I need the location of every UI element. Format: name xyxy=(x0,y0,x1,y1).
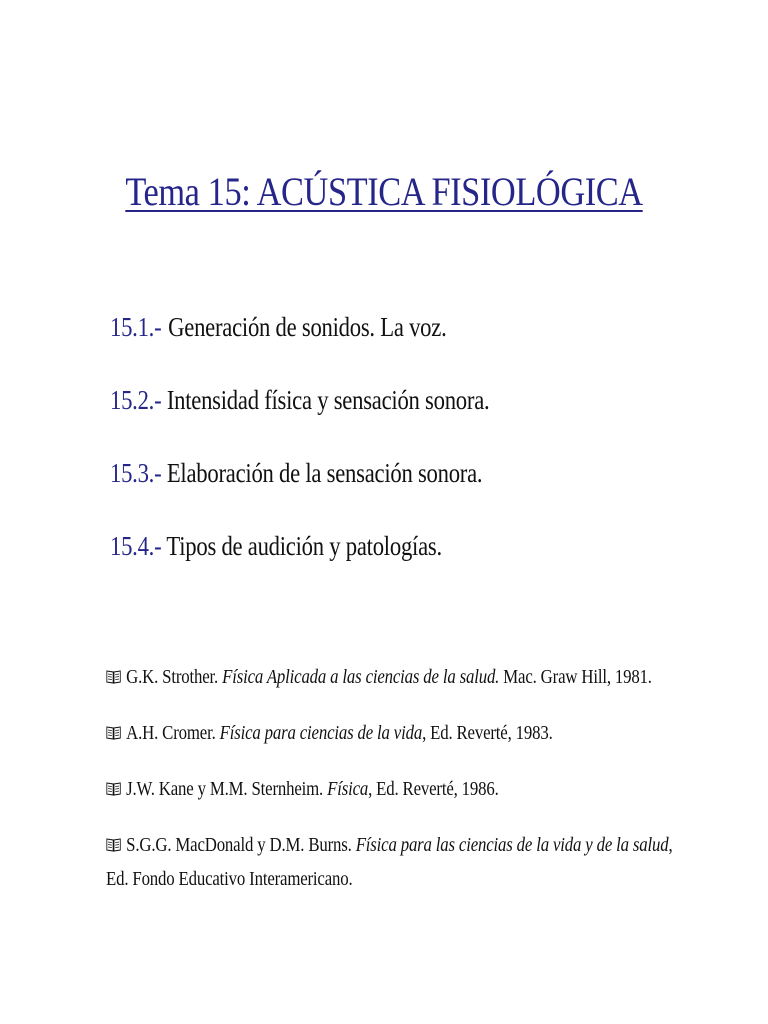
reference-publisher: , Ed. Fondo Educativo Interamericano. xyxy=(106,834,673,890)
section-number: 15.2.- xyxy=(110,385,162,415)
reference-authors: G.K. Strother. xyxy=(126,666,219,688)
section-number: 15.1.- xyxy=(110,312,162,342)
reference-authors: J.W. Kane y M.M. Sternheim. xyxy=(126,778,324,800)
section-list xyxy=(110,312,710,604)
reference-publisher: , Ed. Reverté, 1983. xyxy=(422,722,553,744)
bibliography-list xyxy=(106,660,726,918)
book-icon xyxy=(106,781,121,796)
bibliography-item xyxy=(106,772,677,806)
reference-title: Física Aplicada a las ciencias de la salud. xyxy=(222,666,500,688)
section-text: Generación de sonidos. La voz. xyxy=(168,312,447,342)
book-icon xyxy=(106,669,121,684)
section-item xyxy=(110,312,614,385)
section-text: Tipos de audición y patologías. xyxy=(166,531,442,561)
section-text: Elaboración de la sensación sonora. xyxy=(166,458,483,488)
reference-authors: S.G.G. MacDonald y D.M. Burns. xyxy=(126,834,352,856)
reference-publisher: Mac. Graw Hill, 1981. xyxy=(503,666,652,688)
section-item xyxy=(110,385,614,458)
section-item xyxy=(110,458,614,531)
bibliography-item xyxy=(106,716,677,750)
section-number: 15.4.- xyxy=(110,531,162,561)
reference-publisher: , Ed. Reverté, 1986. xyxy=(368,778,499,800)
section-text: Intensidad física y sensación sonora. xyxy=(166,385,490,415)
reference-authors: A.H. Cromer. xyxy=(126,722,216,744)
reference-title: Física para ciencias de la vida xyxy=(219,722,423,744)
book-icon xyxy=(106,837,121,852)
section-number: 15.3.- xyxy=(110,458,162,488)
bibliography-item xyxy=(106,660,677,694)
page-title: Tema 15: ACÚSTICA FISIOLÓGICA xyxy=(125,169,643,214)
reference-title: Física para las ciencias de la vida y de la salud xyxy=(355,834,669,856)
section-item xyxy=(110,531,614,604)
book-icon xyxy=(106,725,121,740)
bibliography-item xyxy=(106,828,677,896)
reference-title: Física xyxy=(327,778,369,800)
